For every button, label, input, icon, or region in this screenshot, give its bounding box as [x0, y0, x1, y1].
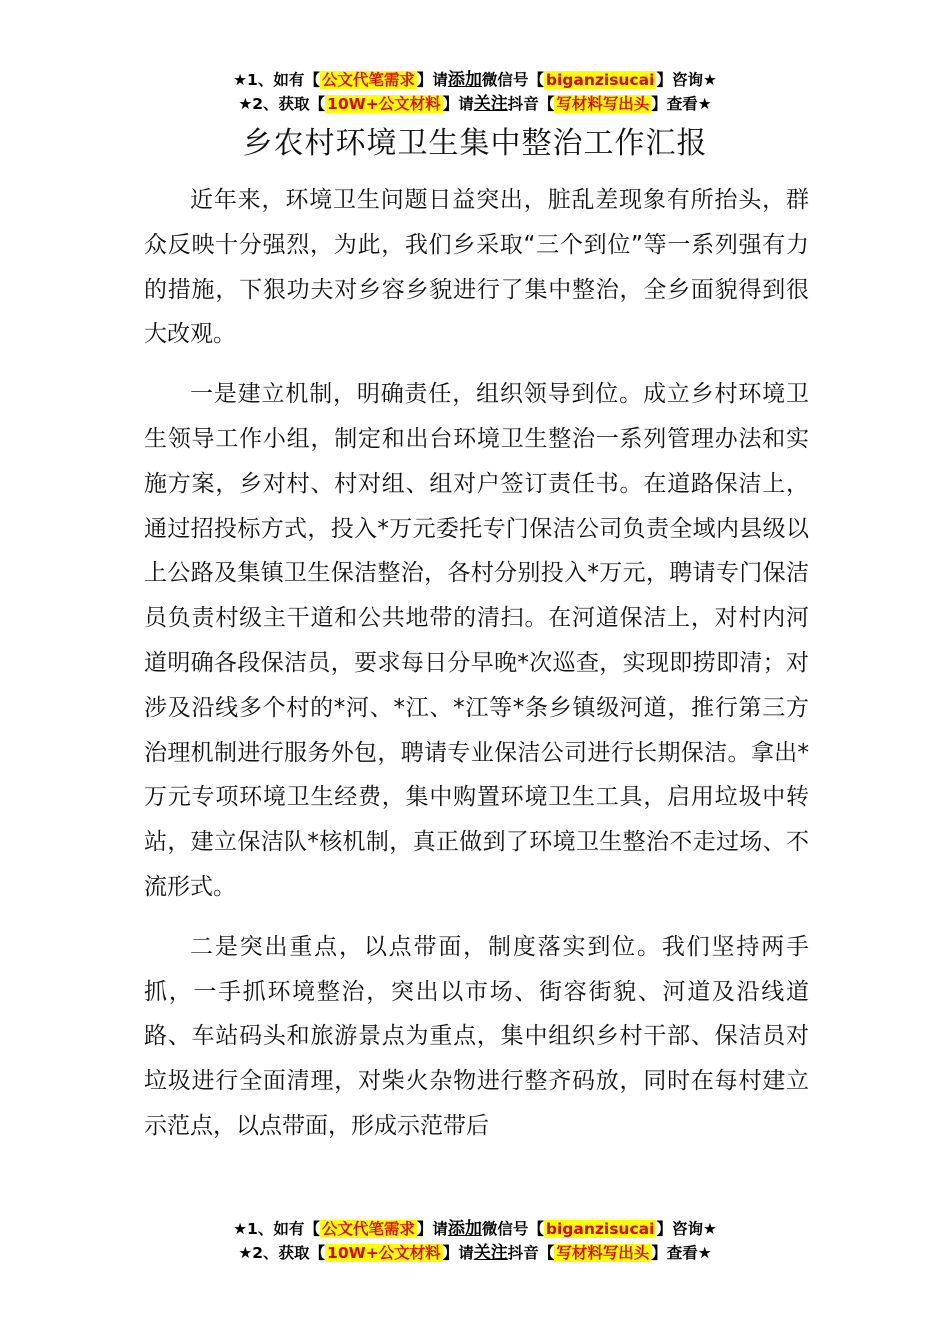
document-title: 乡农村环境卫生集中整治工作汇报 — [242, 126, 708, 161]
promo-text: ★2、获取【 — [238, 95, 326, 113]
promo-text: ★1、如有【 — [233, 71, 320, 89]
promo-text: 】请 — [416, 1220, 448, 1238]
promo-text: ★1、如有【 — [233, 1220, 320, 1238]
promo-line-1 — [0, 68, 950, 92]
promo-line-2 — [0, 1241, 950, 1265]
promo-line-1 — [0, 1217, 950, 1241]
promo-text: 】查看★ — [651, 95, 712, 113]
promo-highlight: 10W+公文材料 — [327, 95, 441, 113]
promo-underlined: 关注 — [473, 1243, 508, 1263]
promo-highlight: 公文代笔需求 — [321, 1220, 415, 1238]
paragraph-mechanism: 一是建立机制，明确责任，组织领导到位。成立乡村环境卫生领导工作小组，制定和出台环境卫生整治一系列管理办法和实施方案，乡对村、村对组、组对户签订责任书。在道路保洁上，通过招投标方式，投入*万元委托专门保洁公司负责全域内县级以上公路及集镇卫生保洁整治，各村分别投入*万元，聘请专门保洁员负责村级主干道和公共地带的清扫。在河道保洁上，对村内河道明确各段保洁员，要求每日分早晚*次巡查，实现即捞即清；对涉及沿线多个村的*河、*江、*江等*条乡镇级河道，推行第三方治理机制进行服务外包，聘请专业保洁公司进行长期保洁。拿出*万元专项环境卫生经费，集中购置环境卫生工具，启用垃圾中转站，建立保洁队*核机制，真正做到了环境卫生整治不走过场、不流形式。 — [144, 381, 810, 900]
promo-wechat-id: biganzisucai — [545, 71, 655, 89]
promo-text: 微信号【 — [481, 71, 544, 89]
promo-underlined: 关注 — [473, 94, 508, 114]
promo-text: 】查看★ — [651, 1244, 712, 1262]
promo-text: 】请 — [442, 95, 474, 113]
promo-text: 抖音【 — [507, 1244, 555, 1262]
promo-text: ★2、获取【 — [238, 1244, 326, 1262]
promo-line-2 — [0, 92, 950, 116]
promo-text: 】咨询★ — [656, 71, 717, 89]
document-body — [144, 178, 809, 1164]
promo-douyin-name: 写材料写出头 — [556, 1244, 650, 1262]
paragraph-key-points: 二是突出重点，以点带面，制度落实到位。我们坚持两手抓，一手抓环境整治，突出以市场、街容街貌、河道及沿线道路、车站码头和旅游景点为重点，集中组织乡村干部、保洁员对垃圾进行全面清理，对柴火杂物进行整齐码放，同时在每村建立示范点，以点带面，形成示范带后 — [144, 933, 809, 1139]
promo-highlight: 10W+公文材料 — [327, 1244, 441, 1262]
promo-underlined: 添加 — [447, 70, 482, 90]
promo-highlight: 公文代笔需求 — [321, 71, 415, 89]
promo-text: 】请 — [442, 1244, 474, 1262]
promo-wechat-id: biganzisucai — [545, 1220, 655, 1238]
promo-banner-top — [0, 68, 950, 116]
promo-underlined: 添加 — [447, 1219, 482, 1239]
promo-text: 抖音【 — [507, 95, 555, 113]
promo-banner-bottom — [0, 1217, 950, 1265]
promo-text: 】请 — [416, 71, 448, 89]
promo-text: 微信号【 — [481, 1220, 544, 1238]
promo-text: 】咨询★ — [656, 1220, 717, 1238]
paragraph-intro: 近年来，环境卫生问题日益突出，脏乱差现象有所抬头，群众反映十分强烈，为此，我们乡采取“三个到位”等一系列强有力的措施，下狠功夫对乡容乡貌进行了集中整治，全乡面貌得到很大改观。 — [144, 187, 809, 348]
promo-douyin-name: 写材料写出头 — [556, 95, 650, 113]
